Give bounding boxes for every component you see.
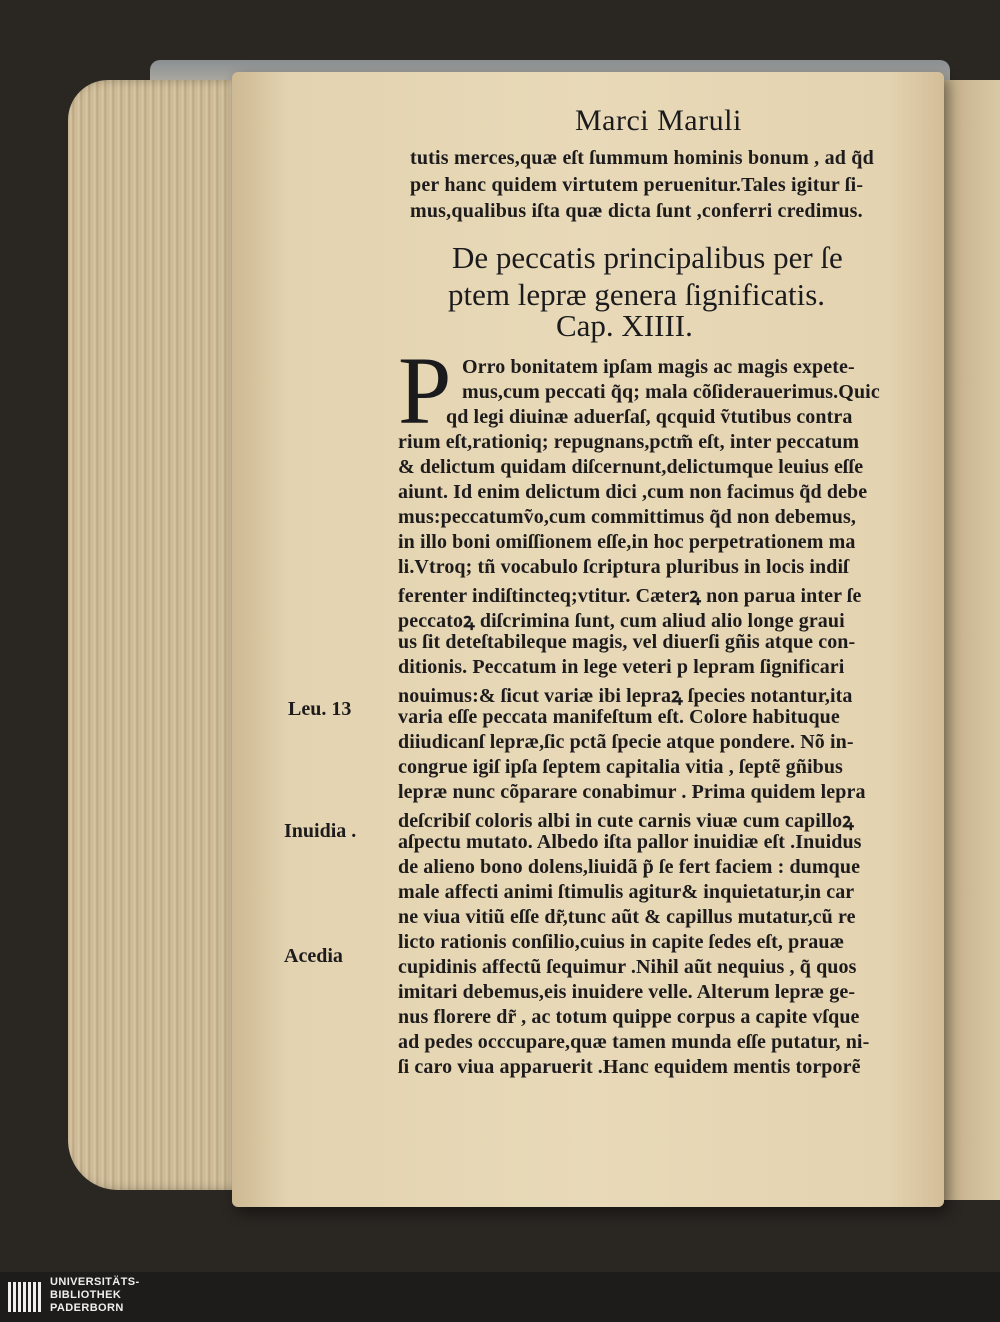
body-line: lepræ nunc cõparare conabimur . Prima quidem lepra (398, 781, 866, 803)
body-line: diiudicanſ lepræ,ſic pctã ſpecie atque pondere. Nõ in- (398, 731, 854, 753)
body-line: congrue igiſ ipſa ſeptem capitalia vitia , ſeptẽ gñibus (398, 756, 843, 778)
body-line: deſcribiſ coloris albi in cute carnis viuæ cum capilloꝝ (398, 810, 854, 832)
running-head: Marci Maruli (575, 104, 742, 137)
body-line: varia eſſe peccata manifeſtum eſt. Colore habituque (398, 706, 840, 728)
margin-note-inuidia: Inuidia . (284, 820, 357, 842)
stacked-page-edges (68, 80, 258, 1190)
body-line: mus:peccatumṽo,cum committimus q̃d non debemus, (398, 506, 856, 528)
body-line: & delictum quidam diſcernunt,delictumque leuius eſſe (398, 456, 864, 478)
body-line: peccatoꝝ diſcrimina ſunt, cum aliud alio longe graui (398, 610, 845, 632)
library-name-line: BIBLIOTHEK (50, 1289, 122, 1301)
body-line: aiunt. Id enim delictum dici ,cum non facimus q̃d debe (398, 481, 868, 503)
body-line: us ſit deteſtabileque magis, vel diuerſi gñis atque con- (398, 631, 856, 653)
body-line: Orro bonitatem ipſam magis ac magis expete- (462, 356, 855, 378)
body-line: male affecti animi ſtimulis agitur& inquietatur,in car (398, 881, 855, 903)
intro-line: tutis merces,quæ eſt ſummum hominis bonum , ad q̃d (410, 147, 874, 169)
body-line: li.Vtroq; tñ vocabulo ſcriptura pluribus in locis indiſ (398, 556, 849, 578)
library-name-line: UNIVERSITÄTS- (50, 1276, 140, 1288)
chapter-title-line: Cap. XIIII. (556, 308, 693, 343)
drop-cap: P (398, 337, 452, 444)
facing-page-edge (944, 80, 1000, 1200)
body-line: nouimus:& ſicut variæ ibi lepraꝝ ſpecies notantur,ita (398, 685, 853, 707)
body-line: ferenter indiſtincteq;vtitur. Cæterꝝ non parua inter ſe (398, 585, 862, 607)
chapter-title-line: ptem lepræ genera ſignificatis. (448, 277, 826, 312)
margin-note-acedia: Acedia (284, 945, 343, 967)
intro-line: mus,qualibus iſta quæ dicta ſunt ,conferri credimus. (410, 200, 863, 222)
body-line: aſpectu mutato. Albedo iſta pallor inuidiæ eſt .Inuidus (398, 831, 862, 853)
body-line: ne viua vitiũ eſſe dr̃,tunc aũt & capillus mutatur,cũ re (398, 906, 856, 928)
body-line: ad pedes occcupare,quæ tamen munda eſſe putatur, ni- (398, 1031, 870, 1053)
body-line: cupidinis affectũ ſequimur .Nihil aũt nequius , q̃ quos (398, 956, 857, 978)
margin-note-leviticus: Leu. 13 (288, 698, 352, 720)
body-line: licto rationis conſilio,cuius in capite ſedes eſt, prauæ (398, 931, 845, 953)
body-line: rium eſt,rationiq; repugnans,pctm̃ eſt, inter peccatum (398, 431, 860, 453)
body-line: mus,cum peccati q̃q; mala cõſiderauerimus.Quic (462, 381, 880, 403)
body-line: imitari debemus,eis inuidere velle. Alterum lepræ ge- (398, 981, 856, 1003)
library-name-line: PADERBORN (50, 1302, 124, 1314)
library-logo-icon (8, 1278, 42, 1316)
body-line: ſi caro viua apparuerit .Hanc equidem mentis torporẽ (398, 1056, 861, 1078)
body-line: qd legi diuinæ aduerſaſ, qcquid ṽtutibus contra (446, 406, 853, 428)
body-line: in illo boni omiſſionem eſſe,in hoc perpetrationem ma (398, 531, 856, 553)
body-line: ditionis. Peccatum in lege veteri p lepram ſignificari (398, 656, 845, 678)
intro-line: per hanc quidem virtutem peruenitur.Tales igitur ſi- (410, 174, 864, 196)
body-line: de alieno bono dolens,liuidã p̃ ſe fert faciem : dumque (398, 856, 861, 878)
body-line: nus florere dr̃ , ac totum quippe corpus a capite vſque (398, 1006, 860, 1028)
chapter-title-line: De peccatis principalibus per ſe (452, 240, 843, 275)
footer-bar (0, 1272, 1000, 1322)
